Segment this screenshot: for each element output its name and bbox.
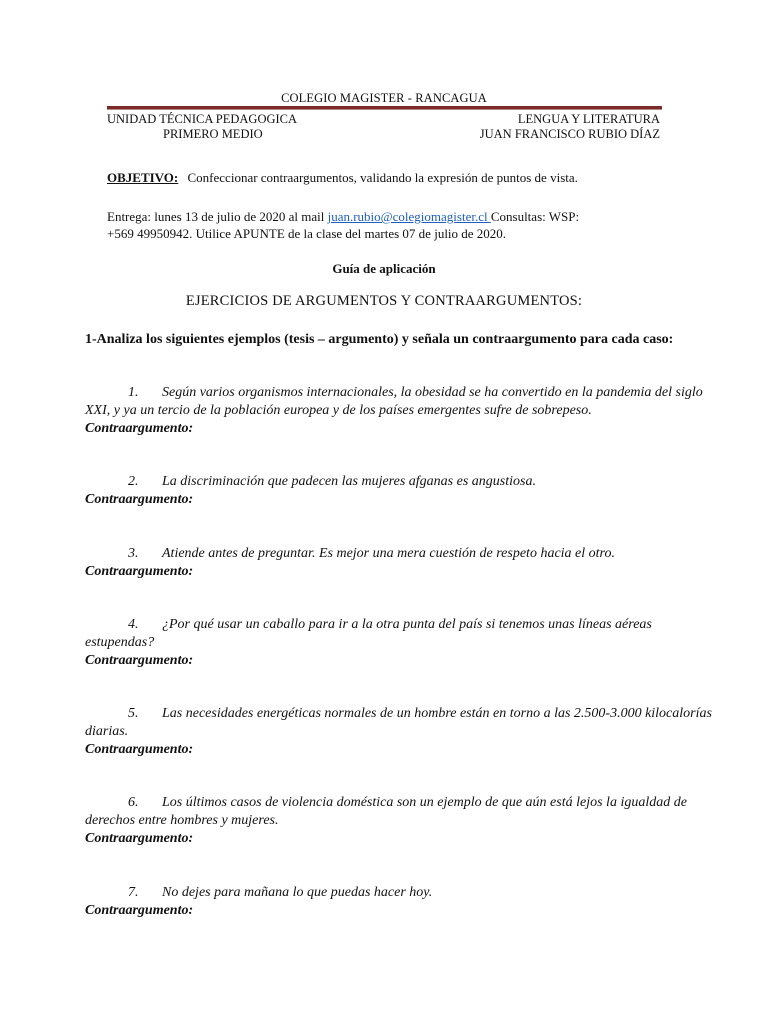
item-number: 2. [128, 474, 139, 489]
item-number: 5. [128, 706, 139, 721]
objective-text: Confeccionar contraargumentos, validando la expresión de puntos de vista. [187, 170, 578, 185]
counterargument-label: Contraargumento: [85, 492, 194, 507]
counterargument-label: Contraargumento: [85, 831, 194, 846]
item-statement: Los últimos casos de violencia doméstica son un ejemplo de que aún está lejos la igualdad de derechos entre hombres y mujeres. [85, 795, 687, 828]
exercise-item [85, 884, 715, 920]
item-statement: Atiende antes de preguntar. Es mejor una mera cuestión de respeto hacia el otro. [162, 546, 615, 561]
exercise-item [85, 384, 715, 438]
instruction: 1-Analiza los siguientes ejemplos (tesis – argumento) y señala un contraargumento para cada caso: [85, 332, 674, 347]
item-number: 3. [128, 546, 139, 561]
objective-block [107, 169, 596, 186]
exercise-item [85, 616, 715, 670]
subject-name: LENGUA Y LITERATURA [517, 112, 660, 126]
item-number: 6. [128, 795, 139, 810]
exercises-title: EJERCICIOS DE ARGUMENTOS Y CONTRAARGUMENTOS: [185, 293, 583, 309]
delivery-text: Entrega: lunes 13 de julio de 2020 al mail [107, 209, 328, 224]
header-divider [107, 106, 662, 109]
counterargument-label: Contraargumento: [85, 742, 194, 757]
exercise-item [85, 794, 715, 848]
counterargument-label: Contraargumento: [85, 903, 194, 918]
objective-label: OBJETIVO: [107, 170, 179, 185]
guide-title: Guía de aplicación [332, 261, 436, 276]
counterargument-label: Contraargumento: [85, 653, 194, 668]
exercise-item [85, 473, 715, 509]
item-number: 1. [128, 385, 139, 400]
grade-level: PRIMERO MEDIO [163, 127, 263, 141]
teacher-name: JUAN FRANCISCO RUBIO DÍAZ [479, 127, 660, 141]
item-statement: La discriminación que padecen las mujeres afganas es angustiosa. [162, 474, 536, 489]
exercise-item [85, 705, 715, 759]
item-statement: Las necesidades energéticas normales de un hombre están en torno a las 2.500-3.000 kilocalorías diarias. [85, 706, 712, 739]
item-number: 4. [128, 617, 139, 632]
item-statement: Según varios organismos internacionales, la obesidad se ha convertido en la pandemia del siglo XXI, y ya un tercio de la población europea y de los países emergentes sufre de sobrepeso. [85, 385, 703, 418]
school-name: COLEGIO MAGISTER - RANCAGUA [281, 91, 487, 105]
delivery-info [107, 208, 597, 242]
exercise-item [85, 545, 715, 581]
unit-name: UNIDAD TÉCNICA PEDAGOGICA [107, 112, 298, 126]
item-statement: No dejes para mañana lo que puedas hacer hoy. [162, 885, 433, 900]
counterargument-label: Contraargumento: [85, 421, 194, 436]
counterargument-label: Contraargumento: [85, 564, 194, 579]
email-link[interactable]: juan.rubio@colegiomagister.cl [327, 209, 491, 224]
item-statement: ¿Por qué usar un caballo para ir a la otra punta del país si tenemos unas líneas aéreas estupendas? [85, 617, 652, 650]
consult-text: Consultas: WSP: +569 49950942. Utilice APUNTE de la clase del martes 07 de julio de 2020. [107, 209, 580, 241]
item-number: 7. [128, 885, 139, 900]
